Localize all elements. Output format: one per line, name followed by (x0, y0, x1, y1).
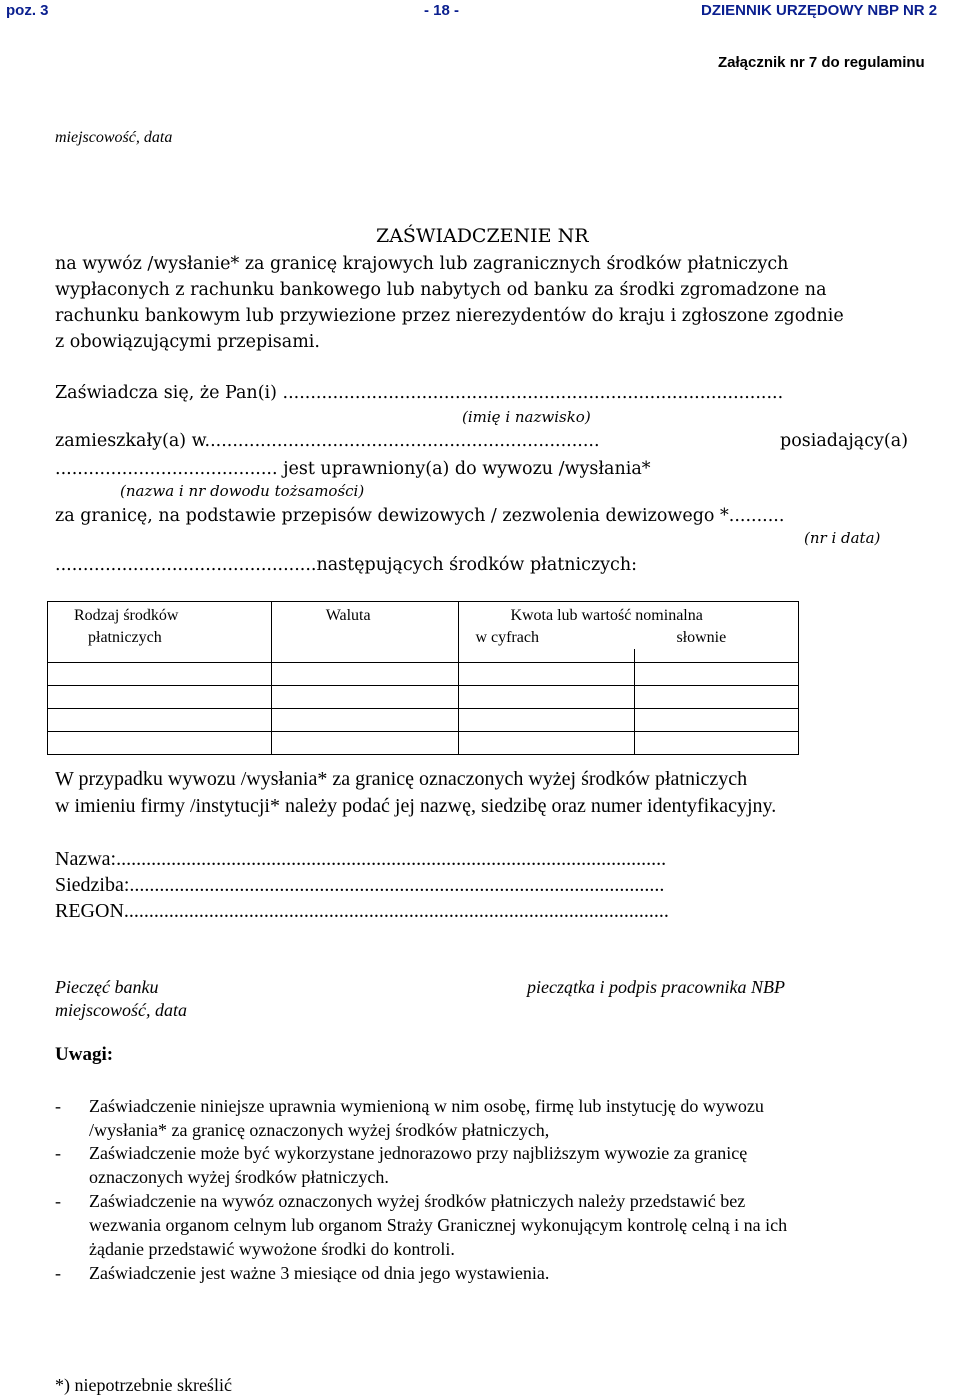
header-currency: Waluta (325, 607, 371, 624)
form-id-line: ........................................ jest uprawniony(a) do wywozu /wysłania* (55, 459, 651, 479)
hint-id: (nazwa i nr dowodu tożsamości) (120, 482, 365, 500)
table-cell[interactable] (48, 686, 272, 709)
intro-line-3: rachunku bankowym lub przywiezione przez nierezydentów do kraju i zgłoszone zgodnie (55, 306, 844, 326)
note-item-2-line-2: oznaczonych wyżej środków płatniczych. (89, 1167, 389, 1187)
intro-line-1: na wywóz /wysłanie* za granicę krajowych lub zagranicznych środków płatniczych (55, 254, 789, 274)
nbp-stamp-label: pieczątka i podpis pracownika NBP (527, 977, 785, 997)
form-following-line: ...............................................następujących środków płatniczych: (55, 555, 638, 575)
place-date-top: miejscowość, data (55, 129, 173, 146)
note-item-4-line-1: Zaświadczenie jest ważne 3 miesiące od dnia jego wystawienia. (89, 1263, 550, 1283)
table-cell[interactable] (635, 663, 799, 686)
bank-place-date-label: miejscowość, data (55, 1000, 187, 1020)
form-address-line: zamieszkały(a) w....................................................................... (55, 431, 600, 451)
note-dash-3: - (55, 1191, 61, 1211)
header-cell-amount (459, 602, 799, 663)
table-cell[interactable] (635, 686, 799, 709)
table-row (48, 732, 799, 755)
footnote: *) niepotrzebnie skreślić (55, 1375, 232, 1395)
note-item-3-line-2: wezwania organom celnym lub organom Straży Granicznej wykonującym kontrolę celną i na ich (89, 1215, 788, 1235)
form-possessing-label: posiadający(a) (780, 431, 909, 451)
note-dash-1: - (55, 1096, 61, 1116)
intro-line-4: z obowiązującymi przepisami. (55, 332, 320, 352)
form-permit-line: za granicę, na podstawie przepisów dewizowych / zezwolenia dewizowego *.......... (55, 506, 785, 526)
table-cell[interactable] (271, 663, 459, 686)
table-cell[interactable] (271, 686, 459, 709)
attachment-label: Załącznik nr 7 do regulaminu (718, 54, 925, 71)
header-type-line2: płatniczych (88, 629, 162, 646)
table-header-row (48, 602, 799, 663)
table-row (48, 663, 799, 686)
note-item-1-line-1: Zaświadczenie niniejsze uprawnia wymienioną w nim osobę, firmę lub instytucję do wywozu (89, 1096, 764, 1116)
company-note-line-1: W przypadku wywozu /wysłania* za granicę oznaczonych wyżej środków płatniczych (55, 768, 748, 790)
note-dash-4: - (55, 1263, 61, 1283)
table-cell[interactable] (459, 663, 635, 686)
note-item-3-line-3: żądanie przedstawić wywożone środki do kontroli. (89, 1239, 455, 1259)
table-cell[interactable] (635, 709, 799, 732)
table-cell[interactable] (48, 663, 272, 686)
header-amount-digits: w cyfrach (475, 629, 539, 646)
header-cell-currency (271, 602, 459, 663)
note-item-3-line-1: Zaświadczenie na wywóz oznaczonych wyżej środków płatniczych należy przedstawić bez (89, 1191, 746, 1211)
payment-means-table (47, 601, 799, 755)
hint-permit: (nr i data) (804, 529, 881, 547)
certificate-title: ZAŚWIADCZENIE NR (376, 225, 589, 247)
intro-line-2: wypłaconych z rachunku bankowego lub nabytych od banku za środki zgromadzone na (55, 280, 827, 300)
company-note-line-2: w imieniu firmy /instytucji* należy podać jej nazwę, siedzibę oraz numer identyfikacyjny. (55, 795, 777, 817)
amount-subdivider (634, 649, 635, 663)
table-cell[interactable] (459, 686, 635, 709)
table-cell[interactable] (459, 709, 635, 732)
header-amount: Kwota lub wartość nominalna (510, 607, 703, 624)
company-name-field: Nazwa:.............................................................................................................. (55, 848, 667, 870)
table-cell[interactable] (48, 709, 272, 732)
table-cell[interactable] (271, 709, 459, 732)
notes-heading: Uwagi: (55, 1044, 114, 1065)
note-item-1-line-2: /wysłania* za granicę oznaczonych wyżej środków płatniczych, (89, 1120, 550, 1140)
table-cell[interactable] (271, 732, 459, 755)
hint-name: (imię i nazwisko) (462, 408, 591, 426)
table-cell[interactable] (48, 732, 272, 755)
table-cell[interactable] (459, 732, 635, 755)
note-dash-2: - (55, 1143, 61, 1163)
page-position: poz. 3 (6, 2, 49, 19)
header-amount-words: słownie (676, 629, 727, 646)
header-type-line1: Rodzaj środków (74, 607, 179, 624)
journal-title: DZIENNIK URZĘDOWY NBP NR 2 (701, 2, 938, 19)
bank-stamp-label: Pieczęć banku (55, 977, 159, 997)
company-regon-field: REGON............................................................................................................. (55, 900, 669, 922)
company-seat-field: Siedziba:........................................................................................................... (55, 874, 665, 896)
table-cell[interactable] (635, 732, 799, 755)
table-row (48, 686, 799, 709)
note-item-2-line-1: Zaświadczenie może być wykorzystane jednorazowo przy najbliższym wywozie za granicę (89, 1143, 748, 1163)
header-cell-type (48, 602, 272, 663)
page-number: - 18 - (424, 2, 460, 19)
table-row (48, 709, 799, 732)
form-name-line: Zaświadcza się, że Pan(i) .......................................................................................... (55, 383, 784, 403)
